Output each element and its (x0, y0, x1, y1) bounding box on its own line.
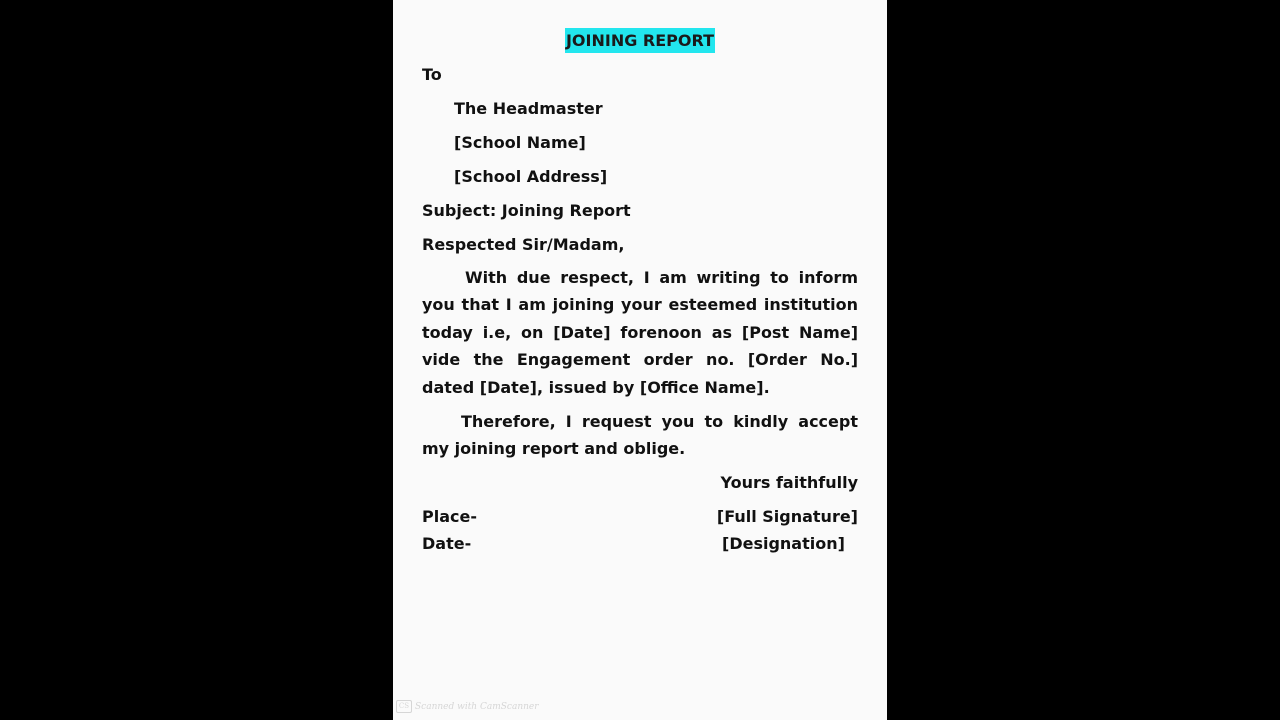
recipient-line-3: [School Address] (454, 167, 608, 186)
document-title: JOINING REPORT (565, 28, 715, 53)
closing: Yours faithfully (720, 473, 858, 492)
camscanner-logo-icon: CS (396, 700, 412, 713)
designation-placeholder: [Designation] (722, 534, 845, 553)
watermark-text: Scanned with CamScanner (415, 702, 539, 712)
body-paragraph-1: With due respect, I am writing to inform you that I am joining your esteemed institution today i.e, on [Date] forenoon as [Post Name] vide the Engagement order no. [Order No.] dated [Date], issued by [Office Name]. (422, 268, 858, 397)
date-label: Date- (422, 534, 472, 553)
camscanner-watermark (396, 700, 539, 713)
to-label: To (422, 65, 442, 84)
salutation: Respected Sir/Madam, (422, 235, 625, 254)
recipient-line-2: [School Name] (454, 133, 586, 152)
place-label: Place- (422, 507, 477, 526)
document-page (393, 0, 887, 720)
body-paragraph-2: Therefore, I request you to kindly accept my joining report and oblige. (422, 412, 858, 459)
signature-placeholder: [Full Signature] (716, 507, 858, 526)
subject-line: Subject: Joining Report (422, 201, 631, 220)
title-row (422, 28, 858, 53)
recipient-line-1: The Headmaster (454, 99, 603, 118)
